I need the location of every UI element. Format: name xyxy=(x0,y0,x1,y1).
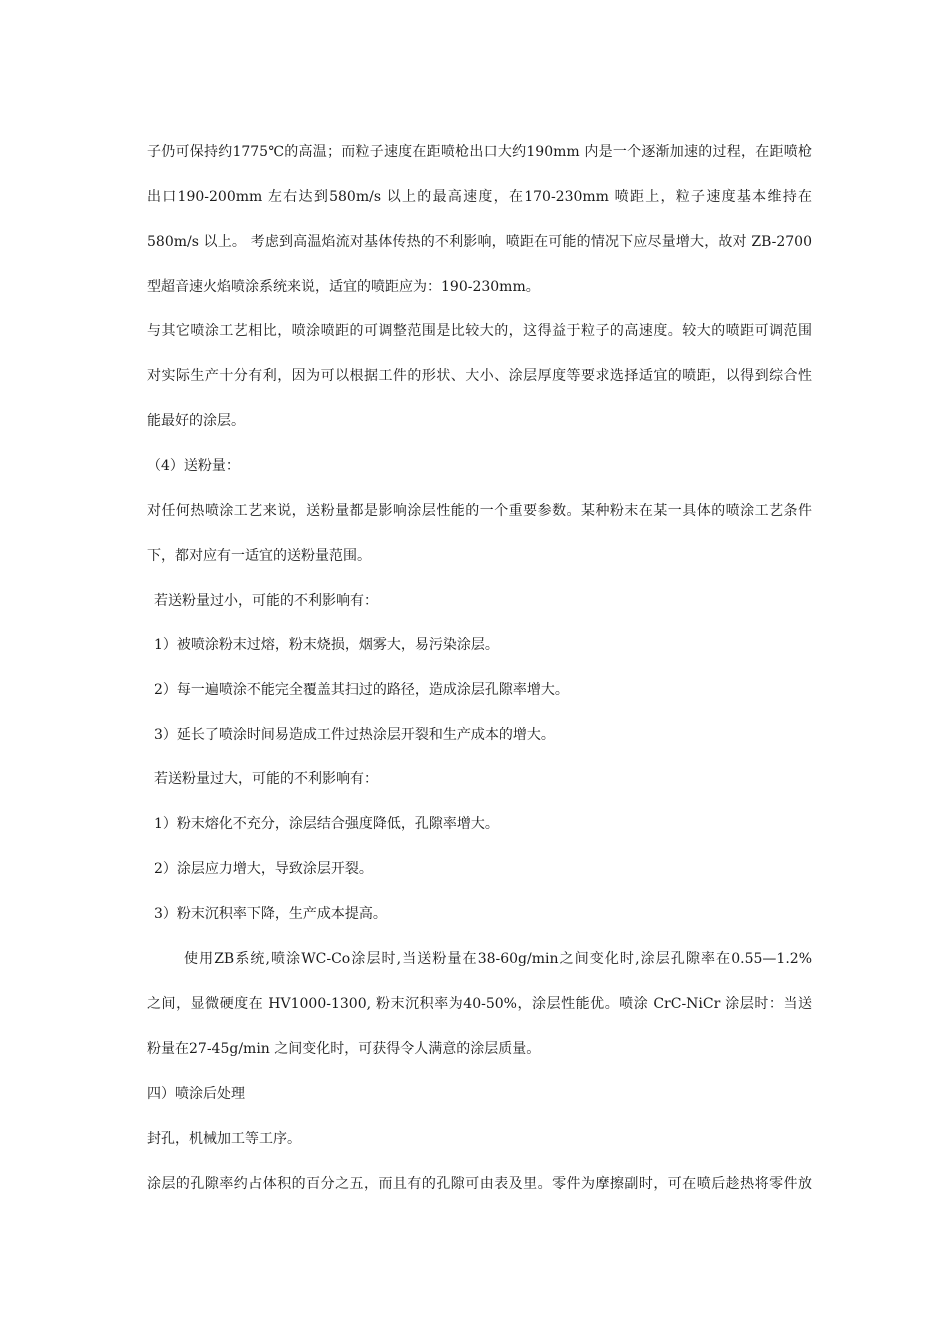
section-heading: 四）喷涂后处理 xyxy=(147,1086,245,1102)
paragraph-line: 下，都对应有一适宜的送粉量范围。 xyxy=(147,548,371,564)
section-heading: （4）送粉量： xyxy=(147,458,240,474)
list-item: 2）每一遍喷涂不能完全覆盖其扫过的路径，造成涂层孔隙率增大。 xyxy=(154,682,569,698)
paragraph-line: 对实际生产十分有利，因为可以根据工件的形状、大小、涂层厚度等要求选择适宜的喷距，以得到综合性 xyxy=(147,368,812,384)
paragraph-line: 出口190-200mm 左右达到580m/s 以上的最高速度，在170-230mm 喷距上，粒子速度基本维持在 xyxy=(147,189,812,205)
paragraph-line: 子仍可保持约1775℃的高温；而粒子速度在距喷枪出口大约190mm 内是一个逐渐加速的过程，在距喷枪 xyxy=(147,144,812,160)
paragraph-line: 与其它喷涂工艺相比，喷涂喷距的可调整范围是比较大的，这得益于粒子的高速度。较大的喷距可调范围 xyxy=(147,323,812,339)
paragraph-line: 580m/s 以上。 考虑到高温焰流对基体传热的不利影响，喷距在可能的情况下应尽量增大，故对 ZB-2700 xyxy=(147,234,812,250)
paragraph-line: 对任何热喷涂工艺来说，送粉量都是影响涂层性能的一个重要参数。某种粉末在某一具体的喷涂工艺条件 xyxy=(147,503,812,519)
paragraph-line: 型超音速火焰喷涂系统来说，适宜的喷距应为：190-230mm。 xyxy=(147,279,540,295)
list-item: 1）被喷涂粉末过熔，粉末烧损，烟雾大，易污染涂层。 xyxy=(154,637,499,653)
paragraph-line: 涂层的孔隙率约占体积的百分之五，而且有的孔隙可由表及里。零件为摩擦副时，可在喷后趁热将零件放 xyxy=(147,1176,812,1192)
paragraph-line: 使用ZB系统,喷涂WC-Co涂层时,当送粉量在38-60g/min之间变化时,涂层孔隙率在0.55—1.2% xyxy=(184,951,812,967)
paragraph-line: 能最好的涂层。 xyxy=(147,413,245,429)
paragraph-line: 粉量在27-45g/min 之间变化时，可获得令人满意的涂层质量。 xyxy=(147,1041,541,1057)
list-intro: 若送粉量过大，可能的不利影响有： xyxy=(154,771,378,787)
list-item: 3）延长了喷涂时间易造成工件过热涂层开裂和生产成本的增大。 xyxy=(154,727,555,743)
list-item: 3）粉末沉积率下降，生产成本提高。 xyxy=(154,906,387,922)
paragraph-line: 之间，显微硬度在 HV1000-1300, 粉末沉积率为40-50%，涂层性能优。喷涂 CrC-NiCr 涂层时：当送 xyxy=(147,996,812,1012)
list-item: 2）涂层应力增大，导致涂层开裂。 xyxy=(154,861,373,877)
list-item: 1）粉末熔化不充分，涂层结合强度降低，孔隙率增大。 xyxy=(154,816,499,832)
list-intro: 若送粉量过小，可能的不利影响有： xyxy=(154,593,378,609)
paragraph-line: 封孔，机械加工等工序。 xyxy=(147,1131,301,1147)
